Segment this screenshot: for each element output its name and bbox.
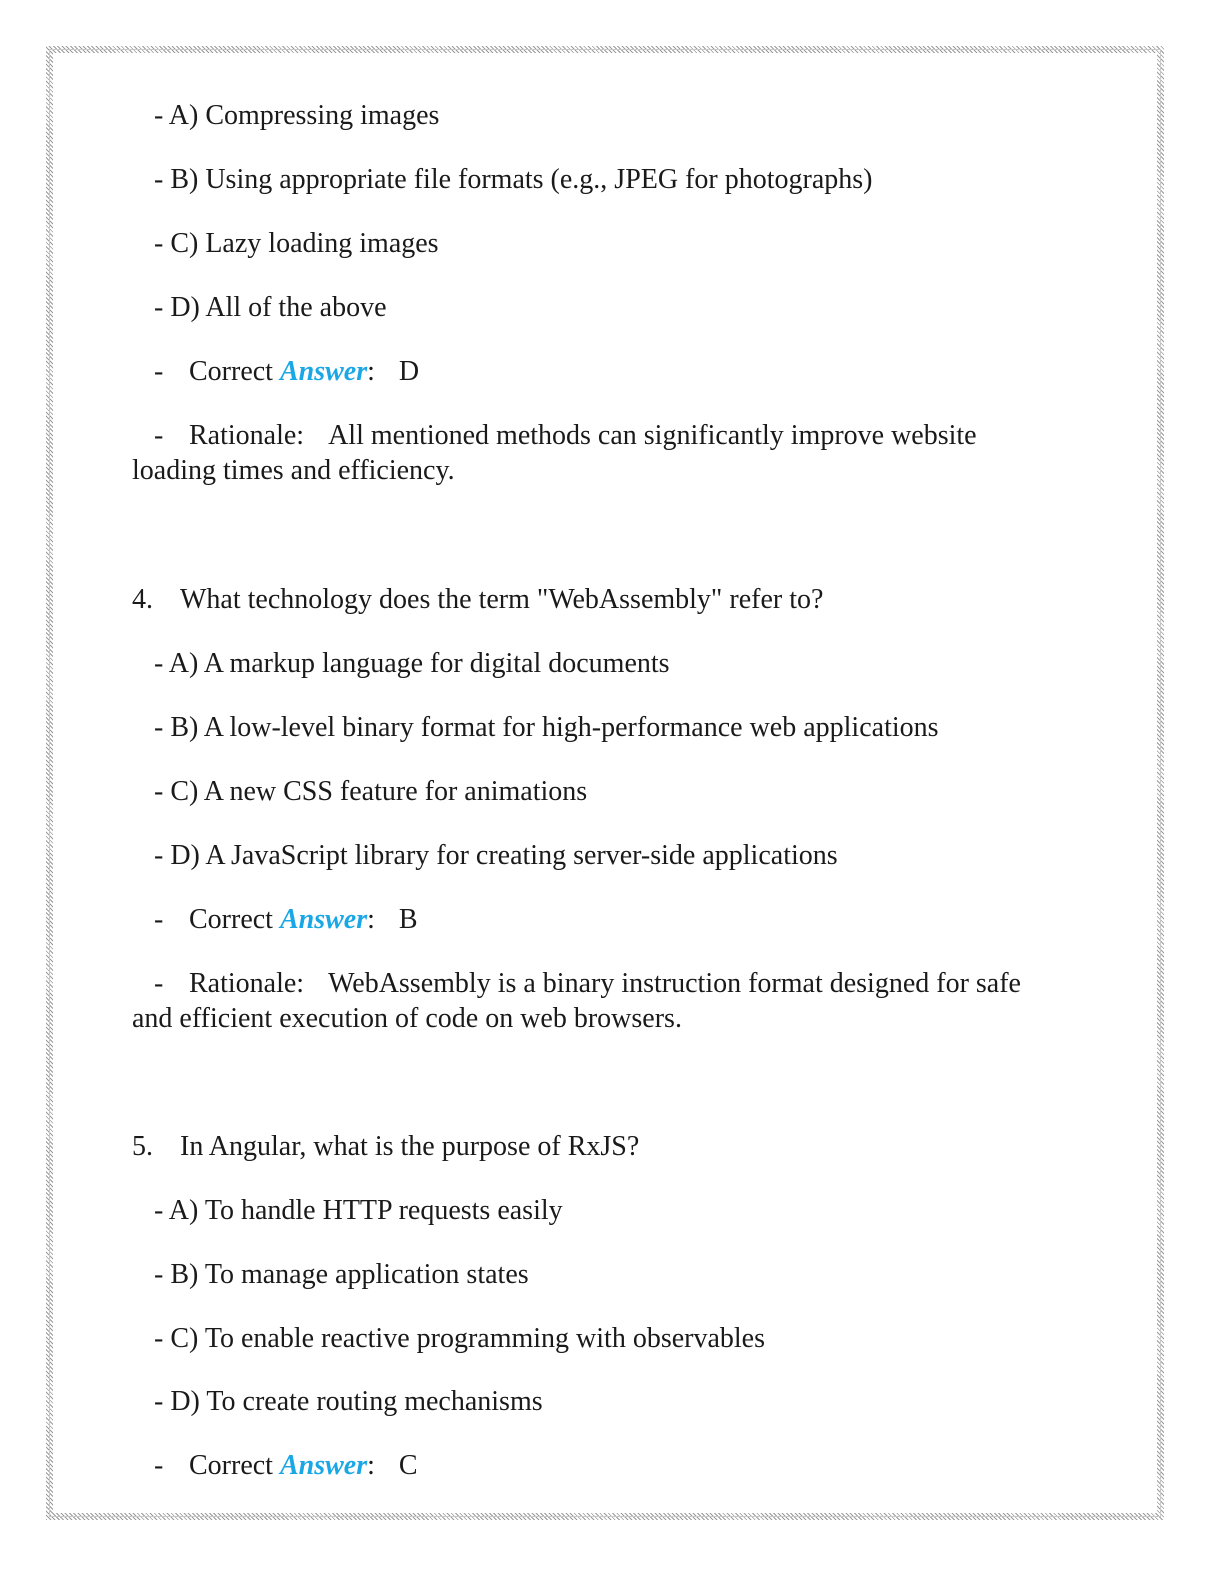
q4-answer-dash: - (154, 904, 164, 935)
q4-correct-answer (154, 902, 418, 937)
q3-option-a: - A) Compressing images (154, 100, 440, 131)
q3-rationale-label: Rationale: (189, 420, 305, 451)
q3-rationale-text: All mentioned methods can significantly improve website loading times and efficiency. (132, 420, 977, 486)
q5-option-a: - A) To handle HTTP requests easily (154, 1195, 563, 1226)
q3-answer-keyword: Answer (279, 356, 368, 387)
q4-option-b: - B) A low-level binary format for high-performance web applications (154, 712, 939, 743)
q4-rationale (132, 966, 1062, 1036)
q5-option-c: - C) To enable reactive programming with observables (154, 1323, 765, 1354)
q3-answer-correct-label: Correct (189, 356, 273, 387)
q3-answer-value: D (398, 356, 420, 387)
q3-rationale (132, 418, 1062, 488)
q4-answer-keyword: Answer (279, 904, 368, 935)
q5-option-d: - D) To create routing mechanisms (154, 1386, 543, 1417)
q5-question-text: In Angular, what is the purpose of RxJS? (180, 1131, 640, 1162)
q5-number: 5. (132, 1131, 153, 1162)
q4-answer-value: B (398, 904, 418, 935)
q4-answer-correct-label: Correct (189, 904, 273, 935)
q3-correct-answer (154, 354, 419, 389)
q4-question-text: What technology does the term "WebAssembly" refer to? (180, 584, 824, 615)
q4-rationale-text: WebAssembly is a binary instruction format designed for safe and efficient execution of code on web browsers. (132, 968, 1021, 1034)
q5-answer-colon: : (367, 1450, 375, 1481)
q4-number: 4. (132, 584, 153, 615)
q3-option-c: - C) Lazy loading images (154, 228, 439, 259)
q3-answer-dash: - (154, 356, 164, 387)
q4-option-a: - A) A markup language for digital documents (154, 648, 670, 679)
q4-rationale-dash: - (154, 968, 164, 999)
q5-answer-dash: - (154, 1450, 164, 1481)
q3-option-d: - D) All of the above (154, 292, 387, 323)
q5-answer-correct-label: Correct (189, 1450, 273, 1481)
q3-rationale-dash: - (154, 420, 164, 451)
q4-answer-colon: : (367, 904, 375, 935)
q4-question (132, 582, 823, 617)
q5-answer-keyword: Answer (279, 1450, 368, 1481)
q4-option-d: - D) A JavaScript library for creating server-side applications (154, 840, 838, 871)
q4-option-c: - C) A new CSS feature for animations (154, 776, 588, 807)
q5-option-b: - B) To manage application states (154, 1259, 529, 1290)
q5-answer-value: C (398, 1450, 418, 1481)
q5-question (132, 1129, 639, 1164)
q3-option-b: - B) Using appropriate file formats (e.g., JPEG for photographs) (154, 164, 873, 195)
q3-answer-colon: : (367, 356, 375, 387)
q5-correct-answer (154, 1448, 418, 1483)
q4-rationale-label: Rationale: (189, 968, 305, 999)
